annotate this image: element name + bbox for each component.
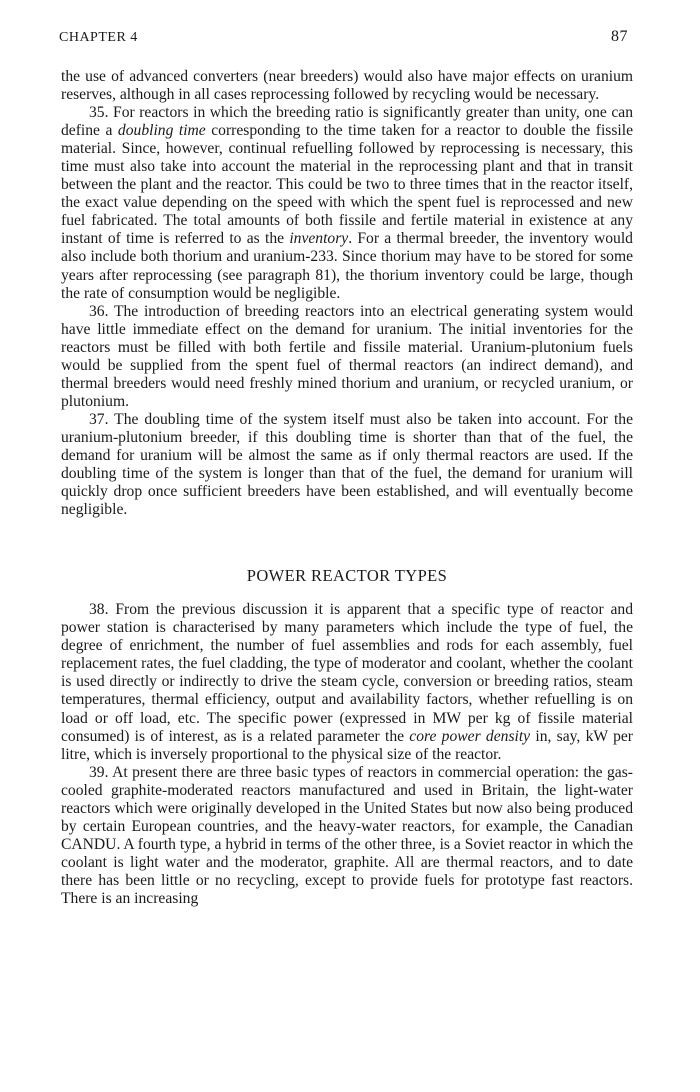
paragraph-35 (61, 104, 633, 303)
paragraph-37: 37. The doubling time of the system itself must also be taken into account. For the uranium-plutonium breeder, if this doubling time is shorter than that of the fuel, the demand for uranium will be almost the same as if only thermal reactors are used. If the doubling time of the system is longer than that of the fuel, the demand for uranium will quickly drop once sufficient breeders have been established, and will eventually become negligible. (61, 410, 633, 519)
paragraph-38-text-a: 38. From the previous discussion it is apparent that a specific type of reactor and power station is characterised by many parameters which include the type of fuel, the degree of enrichment, the number of fuel assemblies and rods for each assembly, fuel replacement rates, the fuel cladding, the type of moderator and coolant, whether the coolant is used directly or indirectly to drive the steam cycle, conversion or breeding ratios, steam temperatures, thermal efficiency, output and availability factors, whether refuelling is on load or off load, etc. The specific power (expressed in MW per kg of fissile material consumed) is of interest, as is a related parameter the (61, 601, 633, 745)
paragraph-35-text-c: . For a thermal breeder, the inventory would also include both thorium and uranium-233. Since thorium may have to be stored for some years after reprocessing (see paragraph 81), the thorium inventory could be large, though the rate of consumption would be negligible. (61, 230, 633, 302)
paragraph-36: 36. The introduction of breeding reactors into an electrical generating system would have little immediate effect on the demand for uranium. The initial inventories for the reactors must be filled with both fertile and fissile material. Uranium-plutonium fuels would be supplied from the spent fuel of thermal reactors (an indirect demand), and thermal breeders would need freshly mined thorium and uranium, or recycled uranium, or plutonium. (61, 302, 633, 410)
page-body (61, 68, 633, 908)
paragraph-38 (61, 601, 633, 763)
chapter-label: CHAPTER 4 (59, 30, 138, 45)
paragraph-38-text-b: in, say, kW per litre, which is inversely proportional to the physical size of the reactor. (61, 727, 633, 763)
page-number: 87 (611, 28, 628, 45)
term-inventory: inventory (289, 230, 349, 248)
paragraph-39: 39. At present there are three basic types of reactors in commercial operation: the gas-cooled graphite-moderated reactors manufactured and used in Britain, the light-water reactors which were originally developed in the United States but now also being produced by certain European countries, and the heavy-water reactors, for example, the Canadian CANDU. A fourth type, a hybrid in terms of the other three, is a Soviet reactor in which the coolant is light water and the moderator, graphite. All are thermal reactors, and to date there has been little or no recycling, except to provide fuels for prototype fast reactors. There is an increasing (61, 763, 633, 907)
page-header (59, 26, 628, 50)
paragraph-34-continuation: the use of advanced converters (near breeders) would also have major effects on uranium reserves, although in all cases reprocessing followed by recycling would be necessary. (61, 68, 633, 104)
term-core-power-density: core power density (409, 727, 531, 745)
paragraph-35-text-a: 35. For reactors in which the breeding ratio is significantly greater than unity, one can define a (61, 104, 633, 140)
section-title: POWER REACTOR TYPES (246, 566, 448, 586)
term-doubling-time: doubling time (117, 122, 206, 140)
paragraph-35-text-b: corresponding to the time taken for a reactor to double the fissile material. Since, however, continual refuelling followed by reprocessing is necessary, this time must also take into account the material in the reprocessing plant and that in transit between the plant and the reactor. This could be two to three times that in the reactor itself, the exact value depending on the speed with which the spent fuel is reprocessed and new fuel fabricated. The total amounts of both fissile and fertile material in existence at any instant of time is referred to as the (61, 122, 634, 248)
